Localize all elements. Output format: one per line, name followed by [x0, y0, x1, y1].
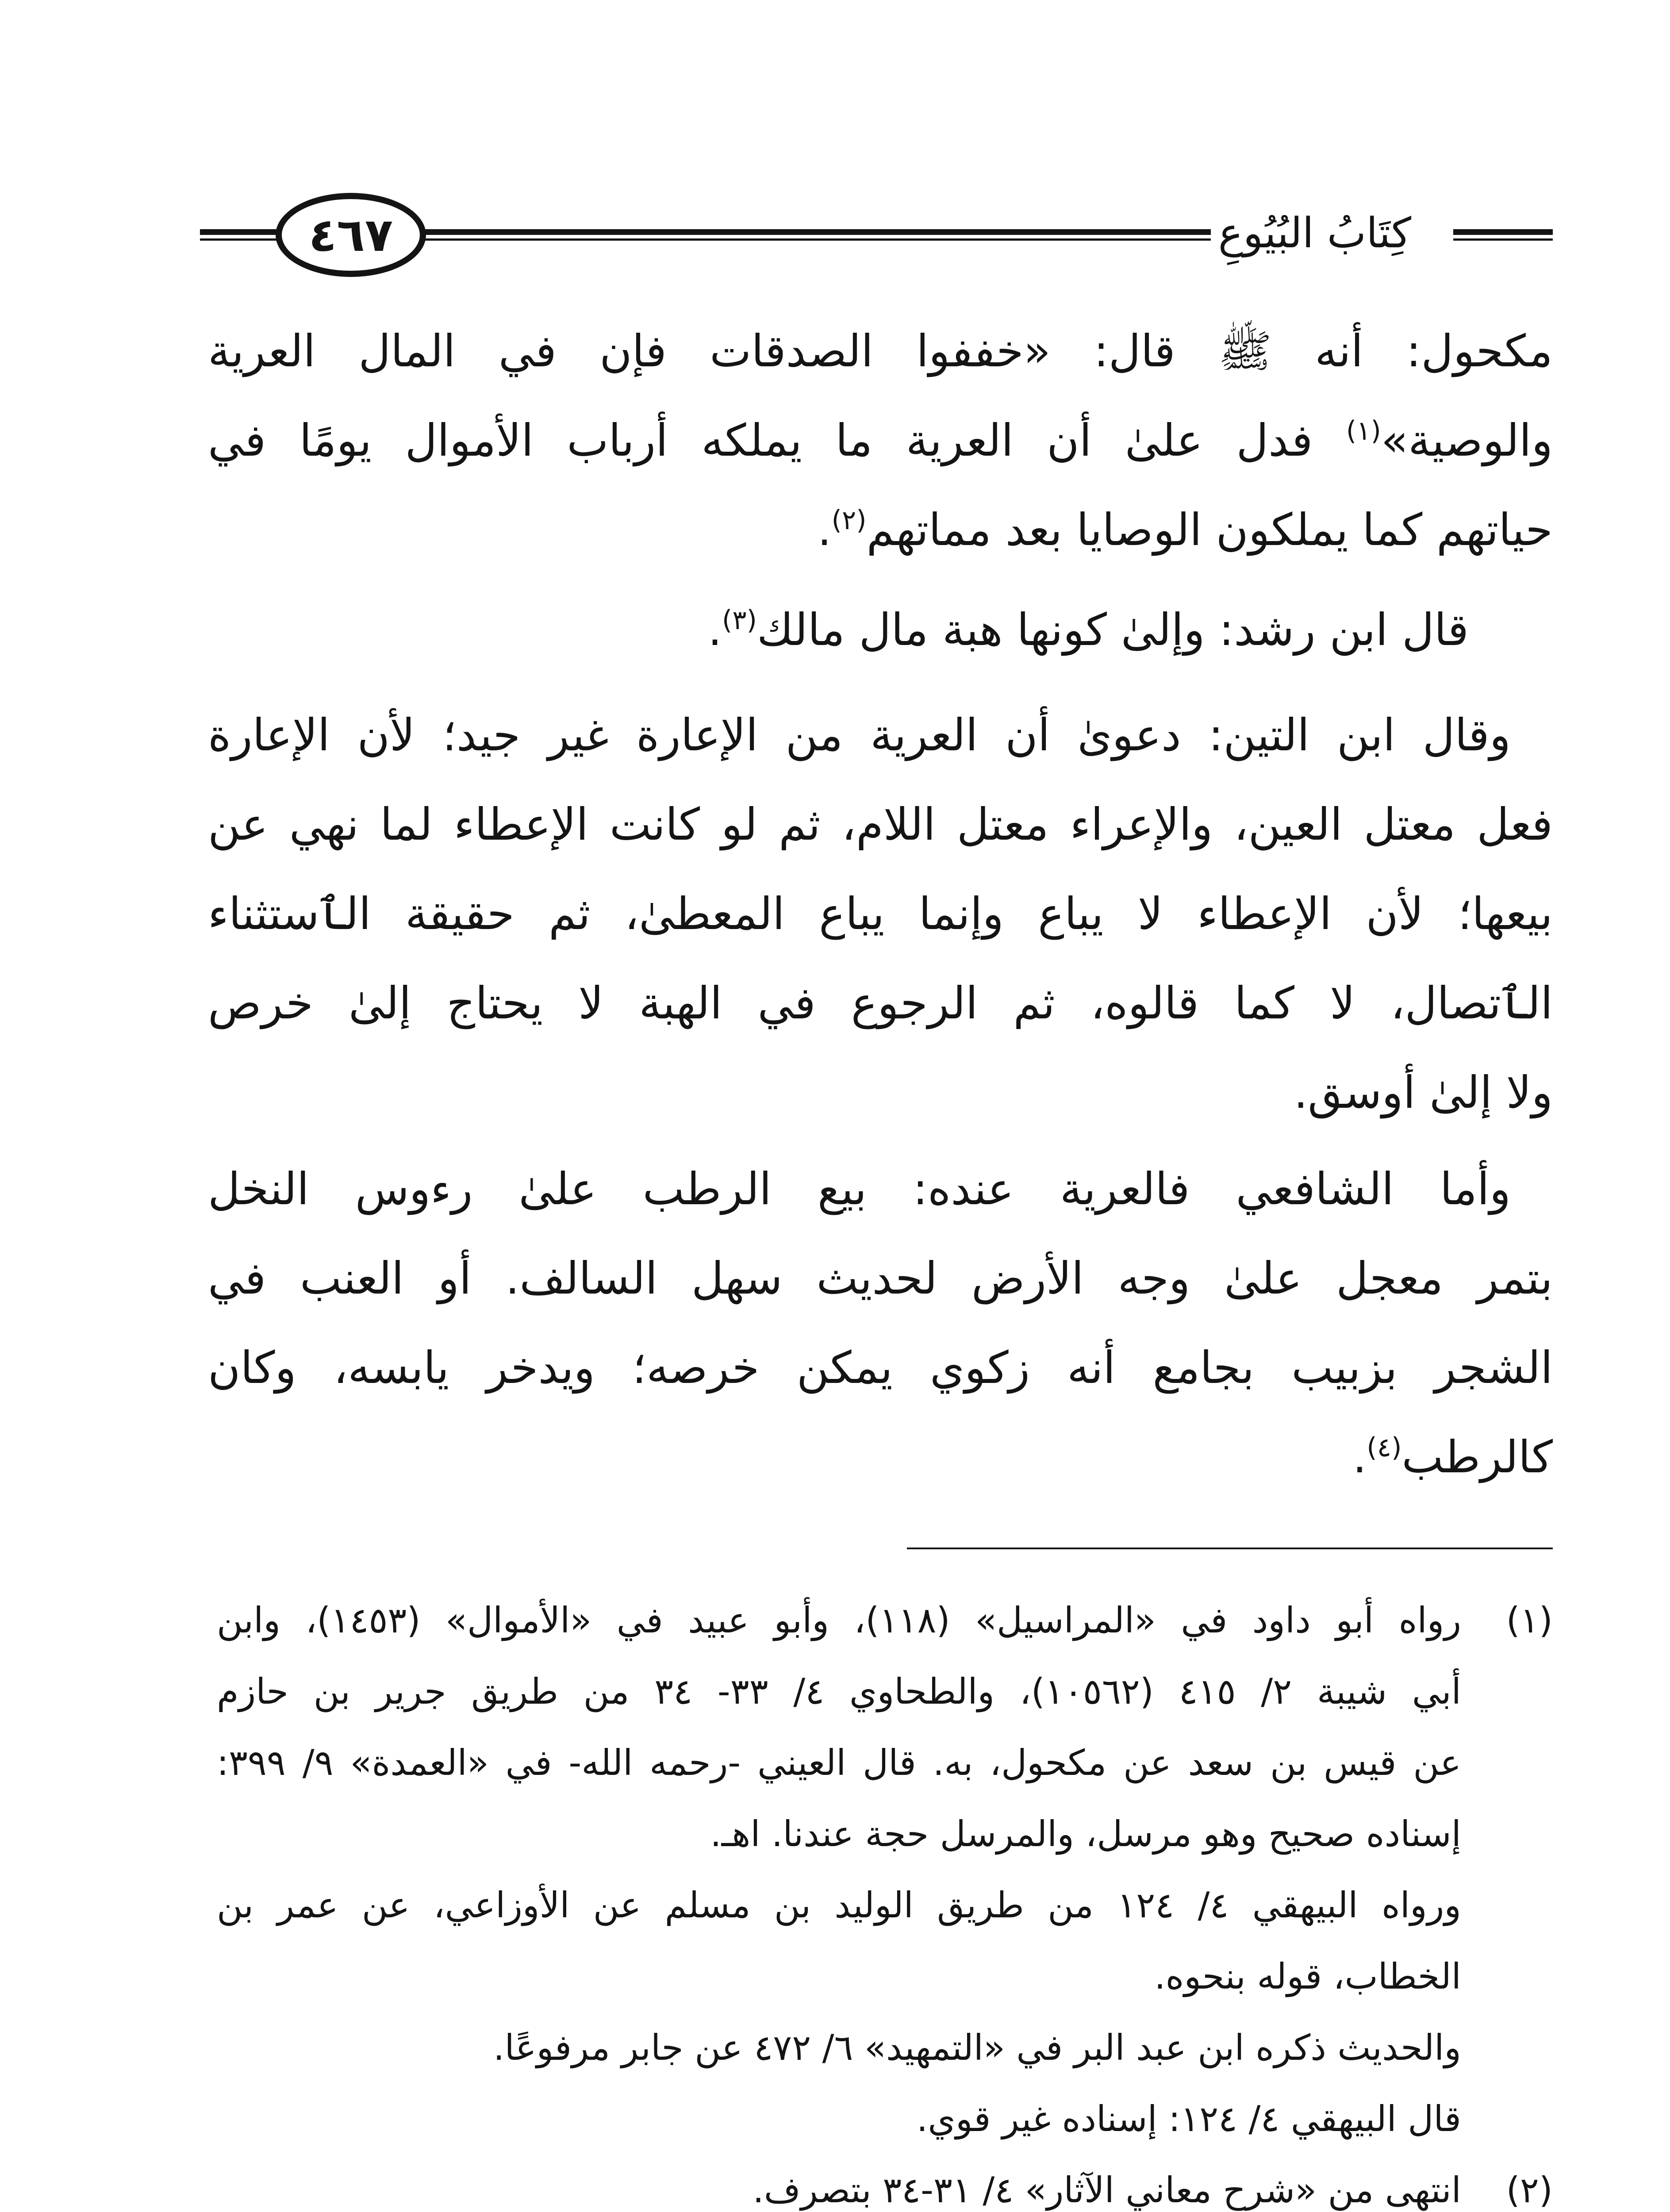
footnote-ref: (٤): [1367, 1432, 1402, 1463]
running-title: كِتَابُ البُيُوعِ: [1218, 209, 1411, 257]
footnote-ref: (١): [1346, 415, 1381, 446]
footnote-2: [217, 2154, 1553, 2212]
footnote-ref: (٢): [831, 505, 867, 536]
text-line: [208, 585, 1553, 675]
text-line: مكحول: أنه ﷺ قال: «خففوا الصدقات فإن في المال العرية: [208, 325, 1553, 377]
footnote-number: (٢): [1506, 2170, 1553, 2211]
text-line: فعل معتل العين، والإعراء معتل اللام، ثم لو كانت الإعطاء لما نهي عن: [208, 799, 1553, 850]
footnote-line: أبي شيبة ٢/ ٤١٥ (١٠٥٦٢)، والطحاوي ٤/ ٣٣- ٣٤ من طريق جرير بن حازم: [217, 1671, 1462, 1712]
footnote-separator: [907, 1548, 1553, 1549]
text-line: بتمر معجل علىٰ وجه الأرض لحديث سهل السالف. أو العنب في: [208, 1252, 1553, 1304]
text-line: [208, 1413, 1553, 1502]
page-number: ٤٦٧: [308, 208, 393, 262]
footnote-line: قال البيهقي ٤/ ١٢٤: إسناده غير قوي.: [916, 2098, 1461, 2139]
text-line: بيعها؛ لأن الإعطاء لا يباع وإنما يباع المعطىٰ، ثم حقيقة الٱستثناء: [208, 888, 1553, 940]
footnote-ref: (٣): [722, 605, 757, 636]
text-line: وقال ابن التين: دعوىٰ أن العرية من الإعارة غير جيد؛ لأن الإعارة: [208, 709, 1511, 761]
footnote-line: عن قيس بن سعد عن مكحول، به. قال العيني -رحمه الله- في «العمدة» ٩/ ٣٩٩:: [217, 1742, 1461, 1783]
footnote-line: رواه أبو داود في «المراسيل» (١١٨)، وأبو عبيد في «الأموال» (١٤٥٣)، وابن: [217, 1600, 1462, 1641]
footnote-number: (١): [1506, 1600, 1553, 1641]
paragraph-2: [208, 585, 1553, 675]
text-line: [208, 485, 1553, 575]
line-text: .: [708, 604, 722, 656]
line-text: قال ابن رشد: وإلىٰ كونها هبة مال مالك: [757, 604, 1469, 656]
line-text: حياتهم كما يملكون الوصايا بعد مماتهم: [866, 504, 1553, 556]
footnote-paragraph: [217, 2012, 1461, 2083]
footnote-line: والحديث ذكره ابن عبد البر في «التمهيد» ٦/ ٤٧٢ عن جابر مرفوعًا.: [493, 2027, 1461, 2068]
footnote-body: [217, 1585, 1461, 2154]
footnote-paragraph: [217, 1870, 1461, 2012]
paragraph-3: [208, 691, 1553, 1137]
footnote-line: ورواه البيهقي ٤/ ١٢٤ من طريق الوليد بن مسلم عن الأوزاعي، عن عمر بن: [217, 1885, 1461, 1926]
footnote-body: [217, 2154, 1461, 2212]
paragraph-1: [208, 307, 1553, 575]
text-line: ولا إلىٰ أوسق.: [1294, 1067, 1553, 1118]
footnotes: [217, 1585, 1553, 2212]
line-text: فدل علىٰ أن العرية ما يملكه أرباب الأموال يومًا في: [208, 415, 1346, 466]
paragraph-4: [208, 1144, 1553, 1502]
line-text: .: [1352, 1431, 1367, 1483]
text-line: الٱتصال، لا كما قالوه، ثم الرجوع في الهبة لا يحتاج إلىٰ خرص: [208, 977, 1553, 1029]
header-rule-right: [1453, 229, 1553, 241]
footnote-line: إسناده صحيح وهو مرسل، والمرسل حجة عندنا. اهـ.: [710, 1813, 1461, 1855]
line-text: والوصية»: [1381, 415, 1553, 466]
page-number-oval: [276, 193, 426, 277]
text-line: الشجر بزبيب بجامع أنه زكوي يمكن خرصه؛ ويدخر يابسه، وكان: [208, 1342, 1553, 1394]
main-text: [208, 307, 1553, 1502]
text-line: وأما الشافعي فالعرية عنده: بيع الرطب علىٰ رءوس النخل: [208, 1163, 1511, 1215]
footnote-line: الخطاب، قوله بنحوه.: [1154, 1956, 1461, 1997]
line-text: .: [817, 504, 832, 556]
footnote-line: انتهى من «شرح معاني الآثار» ٤/ ٣١-٣٤ بتصرف.: [752, 2170, 1461, 2211]
text-line: [208, 396, 1553, 485]
footnote-paragraph: [217, 2154, 1461, 2212]
footnote-paragraph: [217, 2083, 1461, 2154]
footnote-1: [217, 1585, 1553, 2154]
footnote-paragraph: [217, 1585, 1461, 1870]
line-text: كالرطب: [1401, 1431, 1553, 1483]
